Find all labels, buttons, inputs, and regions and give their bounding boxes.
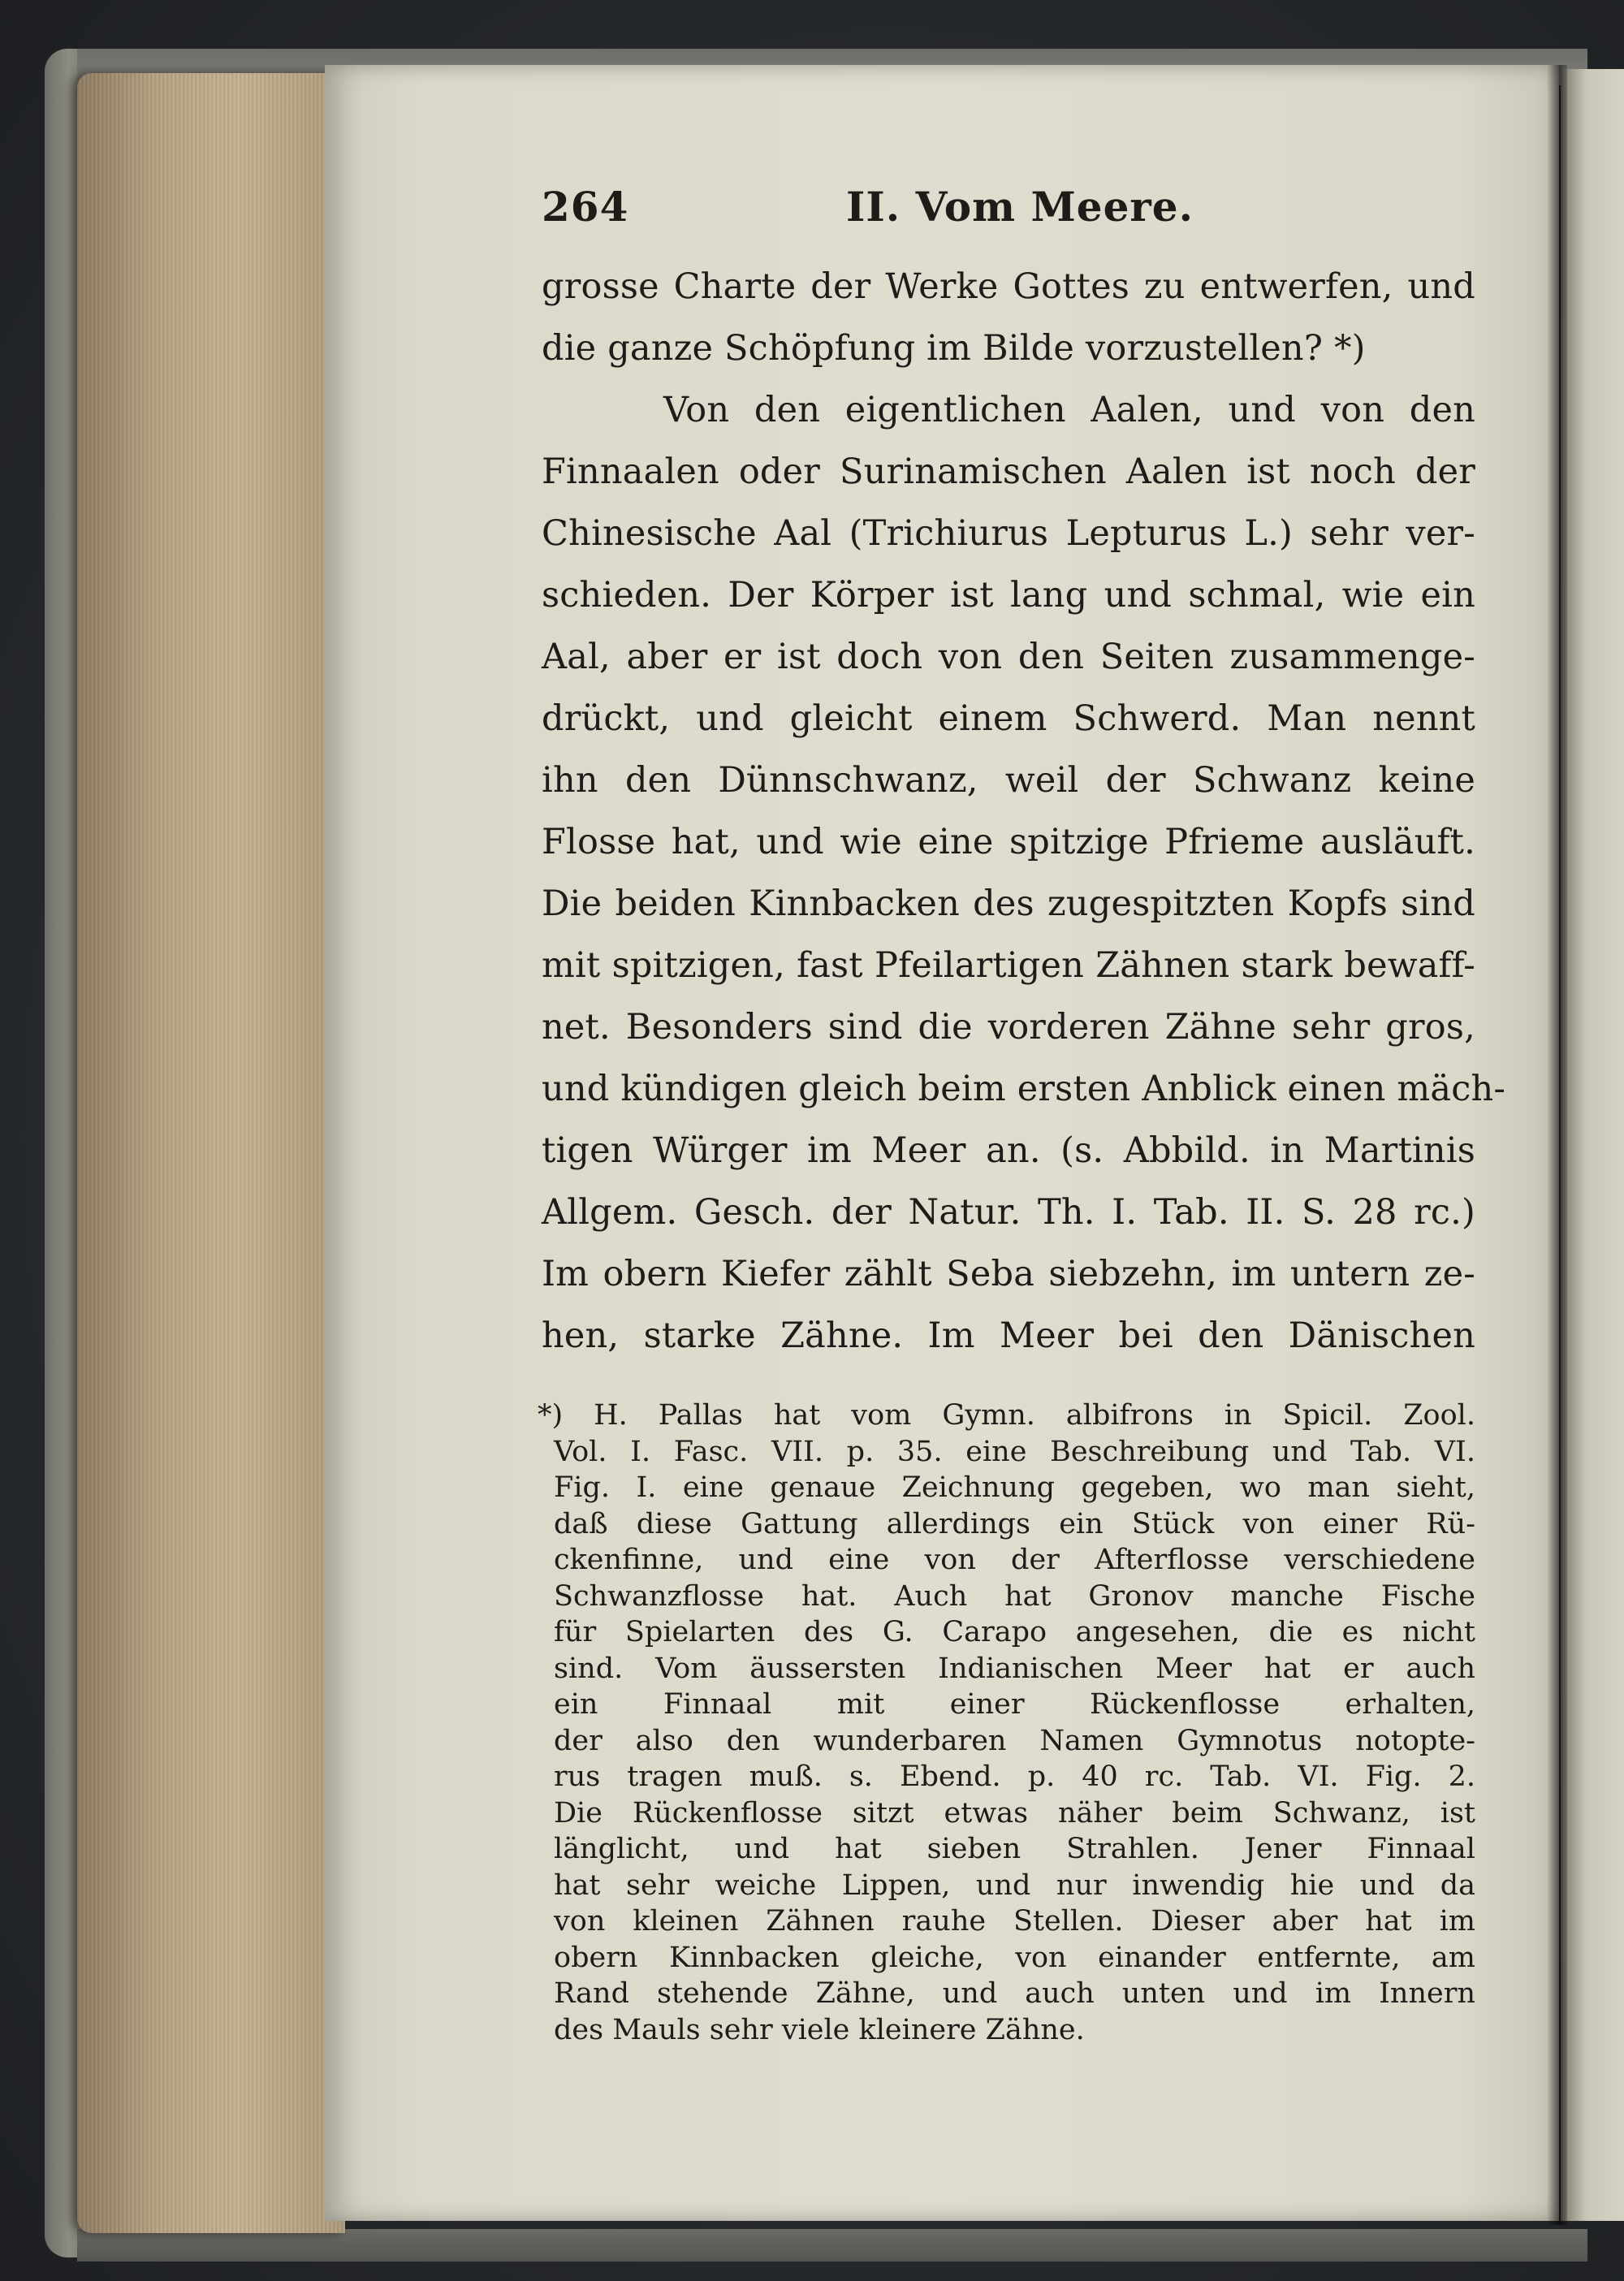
facing-page-edge <box>1561 69 1624 2221</box>
page-text-block <box>538 183 1506 2048</box>
running-head: II. Vom Meere. <box>846 183 1194 231</box>
footnote-line: sind. Vom äussersten Indianischen Meer hat er auch <box>554 1652 1475 1685</box>
footnote-line: für Spielarten des G. Carapo angesehen, die es nicht <box>554 1616 1475 1648</box>
book-cover-bottom-edge <box>77 2229 1587 2262</box>
footnote-line: Vol. I. Fasc. VII. p. 35. eine Beschreibung und Tab. VI. <box>554 1435 1475 1468</box>
text-line: Finnaalen oder Surinamischen Aalen ist noch der <box>542 451 1475 492</box>
text-line: Chinesische Aal (Trichiurus Lepturus L.) sehr ver- <box>542 513 1475 554</box>
text-line: Allgem. Gesch. der Natur. Th. I. Tab. II. S. 28 rc.) <box>542 1192 1475 1233</box>
footnote-line: Fig. I. eine genaue Zeichnung gegeben, wo man sieht, <box>554 1471 1475 1504</box>
text-line: hen, starke Zähne. Im Meer bei den Dänischen <box>542 1315 1475 1356</box>
footnote-line: ein Finnaal mit einer Rückenflosse erhalten, <box>554 1688 1475 1721</box>
text-line: drückt, und gleicht einem Schwerd. Man nennt <box>542 698 1475 739</box>
text-line: Flosse hat, und wie eine spitzige Pfrieme ausläuft. <box>542 822 1475 862</box>
page-gutter-shadow <box>1547 65 1567 2225</box>
text-line: mit spitzigen, fast Pfeilartigen Zähnen stark bewaff- <box>542 945 1475 986</box>
footnote-line: obern Kinnbacken gleiche, von einander entfernte, am <box>554 1941 1475 1974</box>
book-page-edges <box>77 73 345 2233</box>
text-line: ihn den Dünnschwanz, weil der Schwanz keine <box>542 760 1475 801</box>
footnote-line: des Mauls sehr viele kleinere Zähne. <box>554 2013 1085 2046</box>
footnote <box>538 1398 1475 2048</box>
text-line: Aal, aber er ist doch von den Seiten zusammenge- <box>542 637 1475 677</box>
footnote-line: *) H. Pallas hat vom Gymn. albifrons in Spicil. Zool. <box>538 1399 1475 1432</box>
footnote-line: von kleinen Zähnen rauhe Stellen. Dieser aber hat im <box>554 1905 1475 1938</box>
main-text <box>542 256 1506 1367</box>
footnote-line: daß diese Gattung allerdings ein Stück von einer Rü- <box>554 1507 1475 1540</box>
footnote-line: rus tragen muß. s. Ebend. p. 40 rc. Tab. VI. Fig. 2. <box>554 1760 1475 1793</box>
footnote-line: Die Rückenflosse sitzt etwas näher beim Schwanz, ist <box>554 1796 1475 1830</box>
text-line: Die beiden Kinnbacken des zugespitzten Kopfs sind <box>542 883 1475 924</box>
text-line: Von den eigentlichen Aalen, und von den <box>663 390 1475 430</box>
page-number: 264 <box>542 183 629 231</box>
text-line: grosse Charte der Werke Gottes zu entwerfen, und <box>542 266 1475 307</box>
footnote-line: ckenfinne, und eine von der Afterflosse verschiedene <box>554 1544 1475 1576</box>
text-line: die ganze Schöpfung im Bilde vorzustellen? *) <box>542 328 1366 369</box>
text-line: schieden. Der Körper ist lang und schmal, wie ein <box>542 575 1475 616</box>
text-line: tigen Würger im Meer an. (s. Abbild. in Martinis <box>542 1130 1475 1171</box>
page-header <box>542 183 1475 256</box>
footnote-line: der also den wunderbaren Namen Gymnotus notopte- <box>554 1724 1475 1757</box>
footnote-line: länglicht, und hat sieben Strahlen. Jener Finnaal <box>554 1833 1475 1865</box>
footnote-line: Rand stehende Zähne, und auch unten und im Innern <box>554 1977 1475 2010</box>
text-line: net. Besonders sind die vorderen Zähne sehr gros, <box>542 1007 1475 1048</box>
footnote-line: hat sehr weiche Lippen, und nur inwendig hie und da <box>554 1868 1475 1902</box>
text-line: Im obern Kiefer zählt Seba siebzehn, im untern ze- <box>542 1254 1475 1294</box>
text-line: und kündigen gleich beim ersten Anblick einen mäch- <box>542 1069 1506 1109</box>
footnote-line: Schwanzflosse hat. Auch hat Gronov manche Fische <box>554 1579 1475 1613</box>
